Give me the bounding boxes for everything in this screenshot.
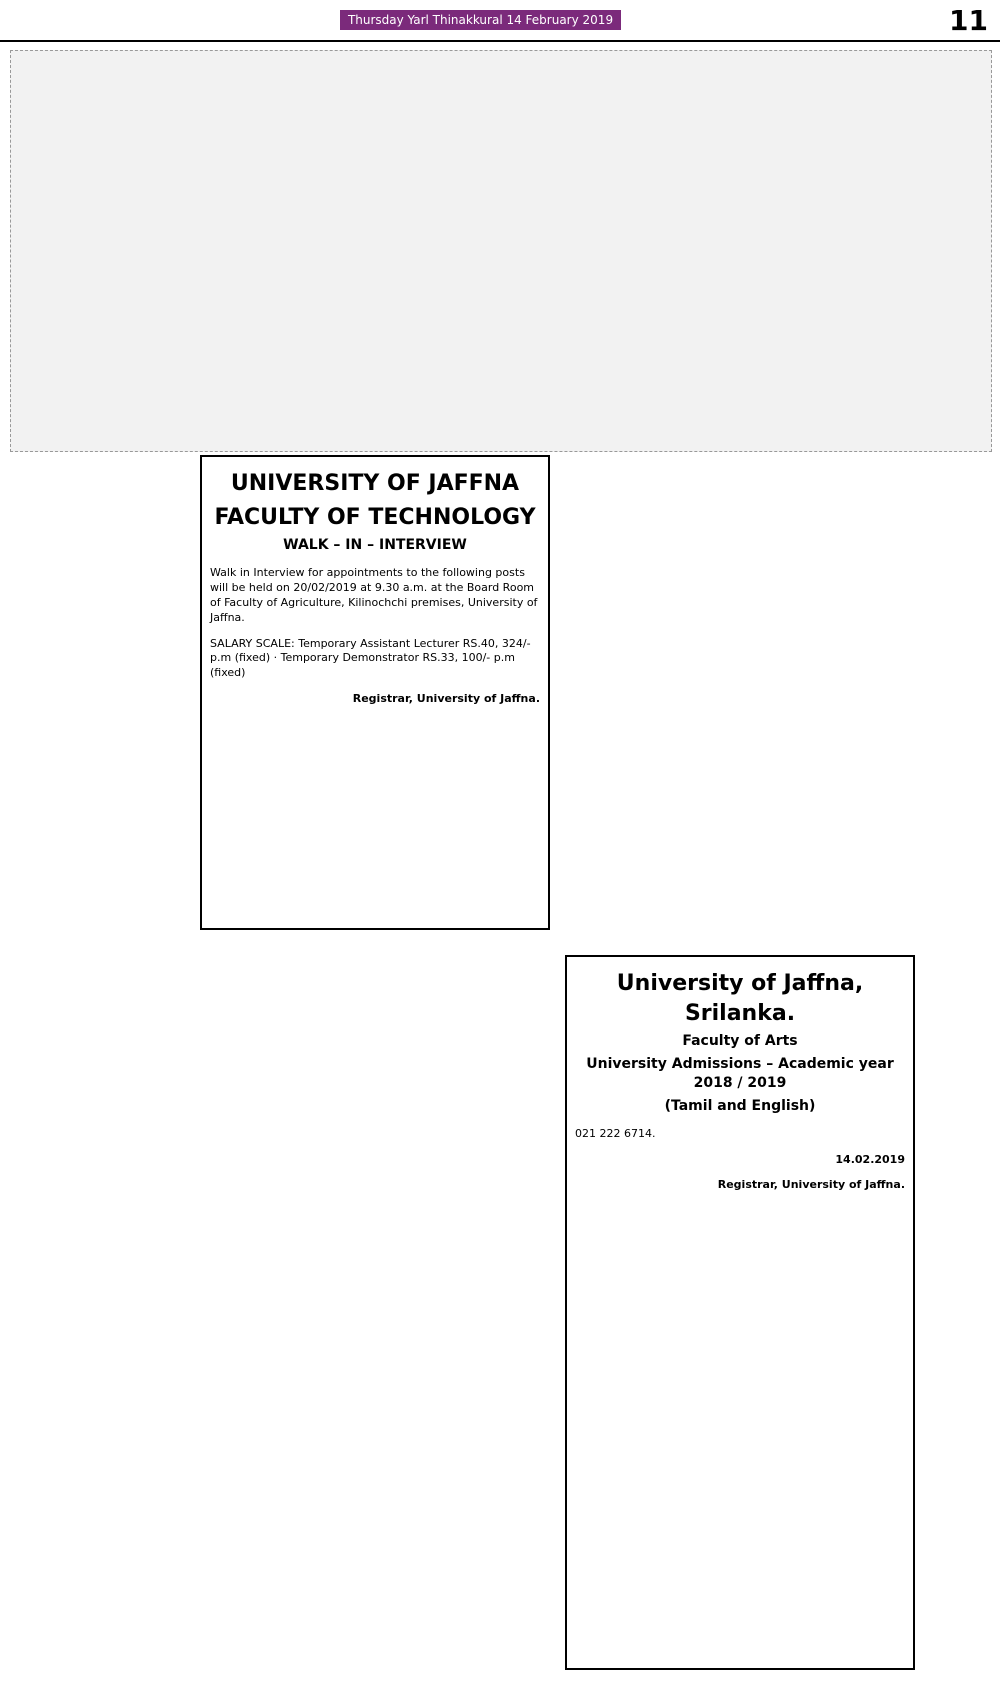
page-header: [0, 0, 1000, 42]
ad-title: FACULTY OF TECHNOLOGY: [214, 504, 536, 530]
ad-phone: 021 222 6714.: [575, 1126, 656, 1140]
issue-line: Thursday Yarl Thinakkural 14 February 2019: [340, 10, 621, 30]
ad-date: 14.02.2019: [835, 1152, 905, 1166]
ad-admissions: University Admissions – Academic year 2018 / 2019: [586, 1056, 894, 1092]
ad-signature: Registrar, University of Jaffna.: [352, 692, 540, 706]
page-number: 11: [949, 3, 988, 37]
jaffna-arts-ad: [565, 955, 915, 1670]
ad-subtitle: WALK – IN – INTERVIEW: [283, 537, 467, 554]
tamil-content-placeholder: [10, 50, 992, 452]
ad-faculty: Faculty of Arts: [682, 1033, 798, 1050]
ad-signature: Registrar, University of Jaffna.: [717, 1177, 905, 1191]
ad-title: UNIVERSITY OF JAFFNA: [230, 471, 520, 496]
ad-note: Walk in Interview for appointments to the following posts will be held on 20/02/2019 at 9.30 a.m. at the Board Room of Faculty of Agriculture, Kilinochchi premises, University of Jaffna.: [210, 566, 538, 624]
jaffna-technology-ad: [200, 455, 550, 930]
ad-language: (Tamil and English): [664, 1098, 816, 1115]
ad-salary: SALARY SCALE: Temporary Assistant Lecturer RS.40, 324/- p.m (fixed) · Temporary Demonstrator RS.33, 100/- p.m (fixed): [210, 636, 531, 680]
ad-title: University of Jaffna, Srilanka.: [616, 971, 864, 1026]
